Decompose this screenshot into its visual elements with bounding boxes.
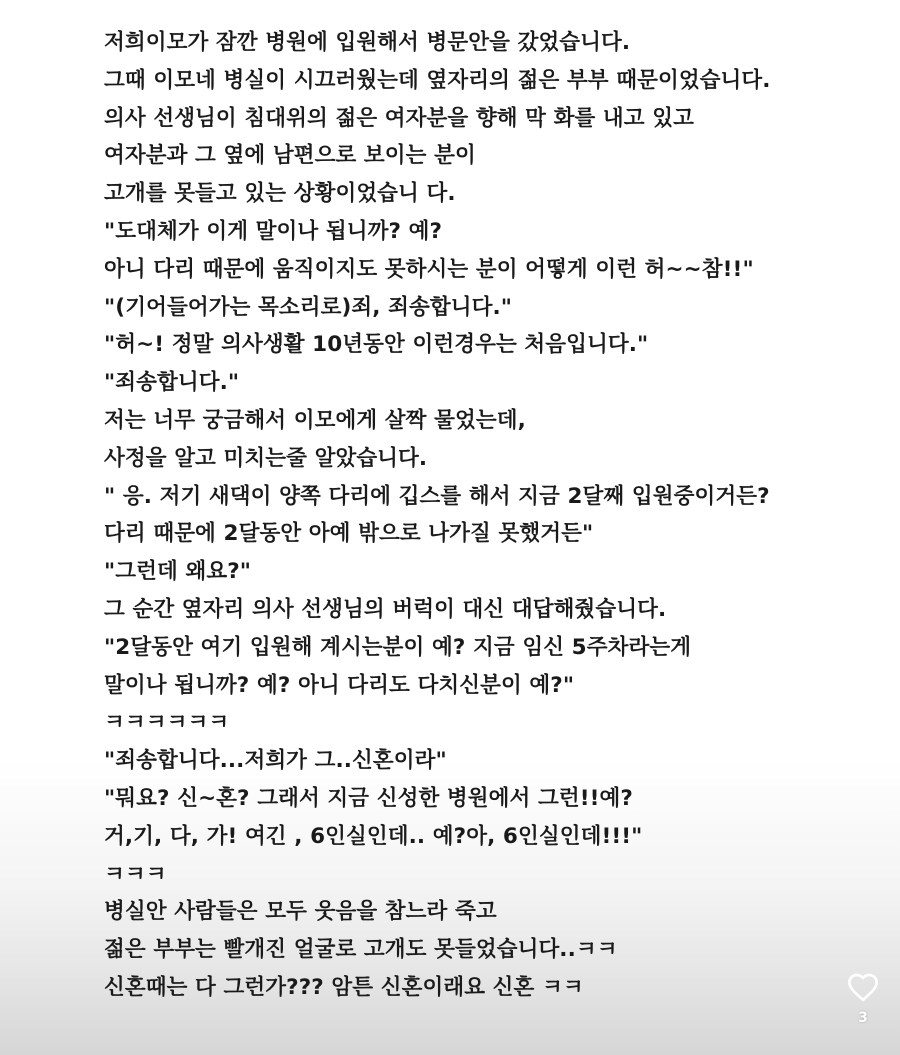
post-line: 여자분과 그 옆에 남편으로 보이는 분이 [104, 143, 476, 169]
post-line: 병실안 사람들은 모두 웃음을 참느라 죽고 [104, 899, 497, 925]
post-line: 아니 다리 때문에 움직이지도 못하시는 분이 어떻게 이런 허~~참!!" [104, 256, 754, 282]
post-line: 사정을 알고 미치는줄 알았습니다. [104, 445, 428, 471]
post-line: 다리 때문에 2달동안 아예 밖으로 나가질 못했거든" [104, 521, 594, 547]
post-line: ㅋㅋㅋ [104, 861, 167, 887]
post-line: 신혼때는 다 그런가??? 암튼 신혼이래요 신혼 ㅋㅋ [104, 974, 584, 1000]
post-line: 저는 너무 궁금해서 이모에게 살짝 물었는데, [104, 407, 526, 433]
post-line: "죄송합니다...저희가 그..신혼이라" [104, 748, 447, 774]
post-line: "(기어들어가는 목소리로)죄, 죄송합니다." [104, 294, 513, 320]
heart-outline-icon[interactable] [843, 972, 883, 1002]
post-line: "뭐요? 신~혼? 그래서 지금 신성한 병원에서 그런!!예? [104, 785, 633, 811]
post-line: 말이나 됩니까? 예? 아니 다리도 다치신분이 예?" [104, 672, 575, 698]
post-line: 의사 선생님이 침대위의 젊은 여자분을 향해 막 화를 내고 있고 [104, 105, 694, 131]
post-body [104, 24, 824, 1007]
post-line: "허~! 정말 의사생활 10년동안 이런경우는 처음입니다." [104, 332, 649, 358]
post-line: 그 순간 옆자리 의사 선생님의 버럭이 대신 대답해줬습니다. [104, 596, 667, 622]
post-line: 젊은 부부는 빨개진 얼굴로 고개도 못들었습니다..ㅋㅋ [104, 937, 618, 963]
post-line: "2달동안 여기 입원해 계시는분이 예? 지금 임신 5주차라는게 [104, 634, 692, 660]
post-line: "죄송합니다." [104, 370, 240, 396]
post-line: ㅋㅋㅋㅋㅋㅋ [104, 710, 230, 736]
like-widget [843, 972, 883, 1026]
like-count: 3 [858, 1010, 868, 1026]
post-line: "도대체가 이게 말이나 됩니까? 예? [104, 218, 443, 244]
post-line: "그런데 왜요?" [104, 559, 252, 585]
post-line: " 응. 저기 새댁이 양쪽 다리에 깁스를 해서 지금 2달째 입원중이거든? [104, 483, 770, 509]
post-line: 거,기, 다, 가! 여긴 , 6인실인데.. 예?아, 6인실인데!!!" [104, 823, 643, 849]
post-line: 그때 이모네 병실이 시끄러웠는데 옆자리의 젊은 부부 때문이었습니다. [104, 67, 771, 93]
post-line: 저희이모가 잠깐 병원에 입원해서 병문안을 갔었습니다. [104, 30, 631, 55]
post-line: 고개를 못들고 있는 상황이었습니 다. [104, 181, 456, 207]
